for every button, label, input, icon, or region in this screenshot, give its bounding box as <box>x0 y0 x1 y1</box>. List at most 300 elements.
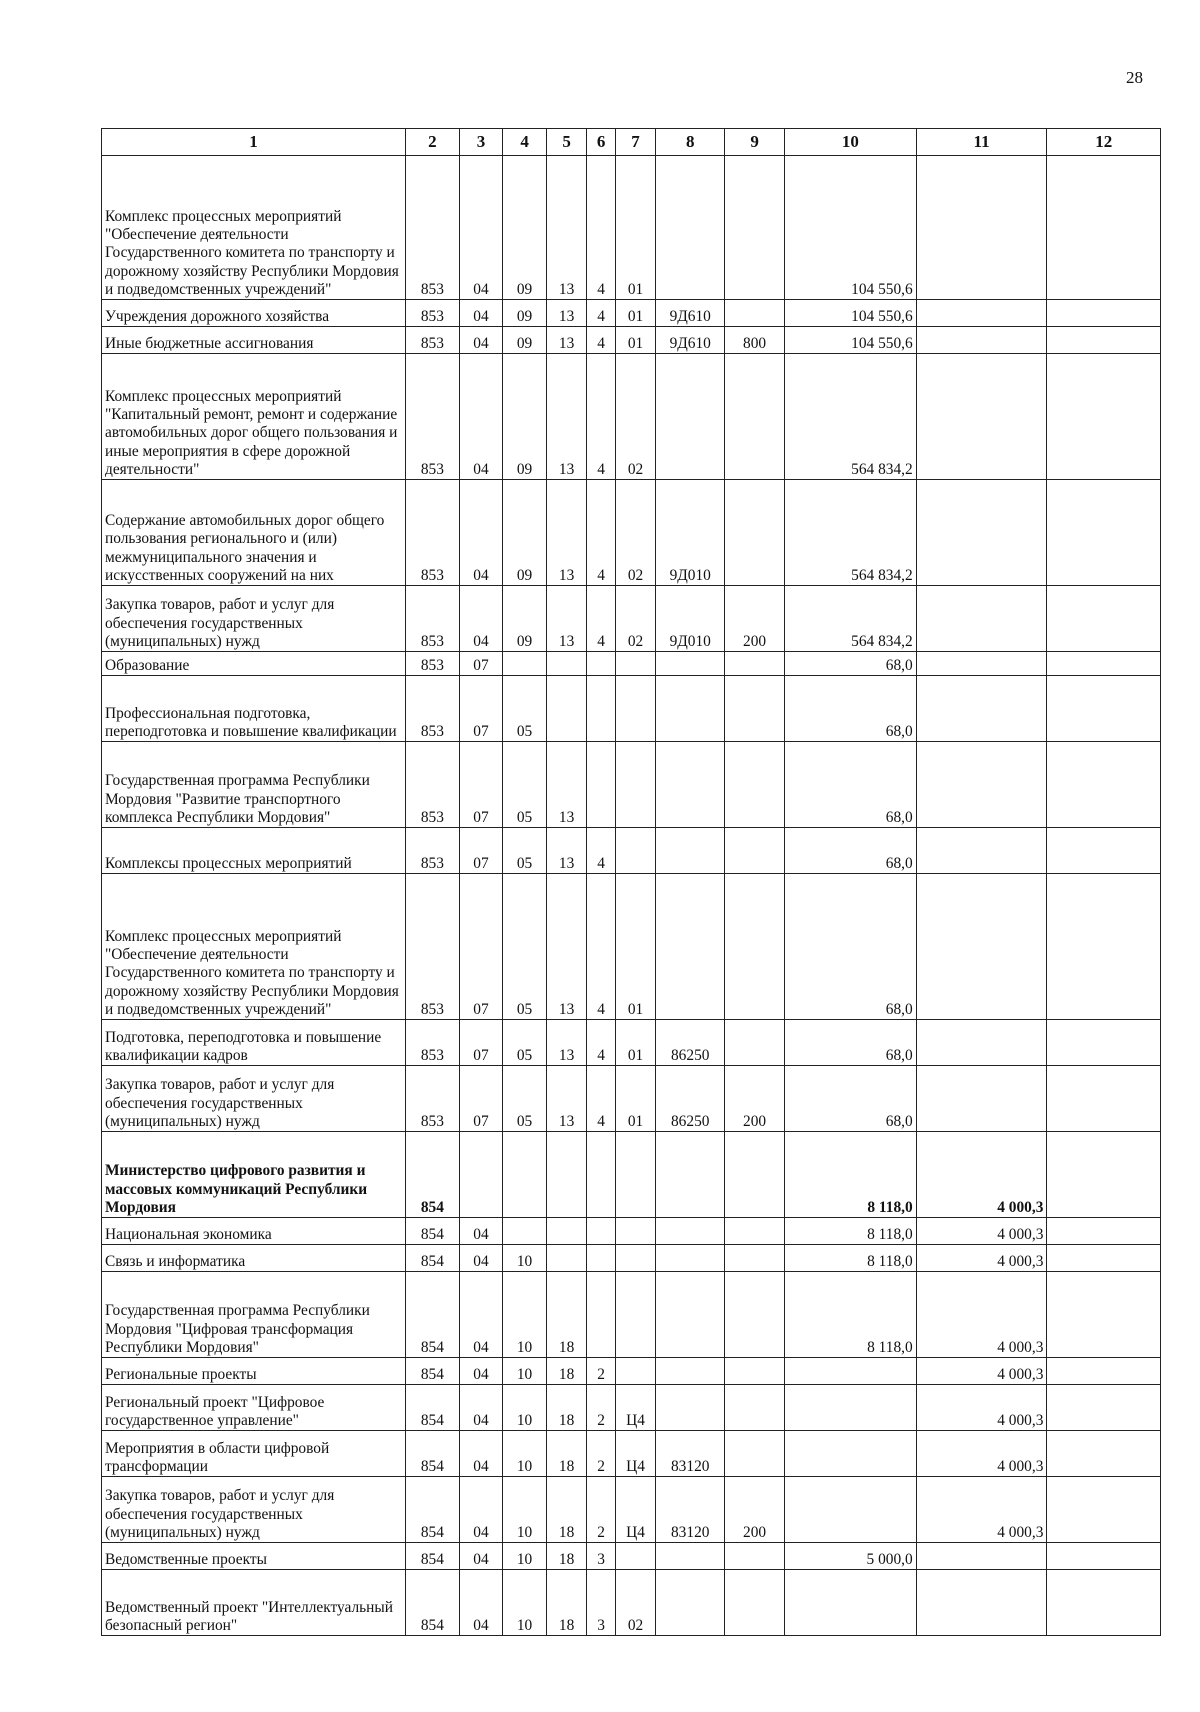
cell-section-code: 04 <box>459 1477 503 1543</box>
cell-direction-code: 9Д610 <box>656 300 725 327</box>
cell-sum-col-12 <box>1047 300 1161 327</box>
cell-subprogram-type-code: 4 <box>587 586 615 652</box>
cell-subprogram-type-code: 4 <box>587 828 615 874</box>
cell-direction-code <box>656 874 725 1020</box>
col-header-name: 1 <box>102 129 406 156</box>
cell-sum-col-10: 68,0 <box>784 742 916 828</box>
cell-subprogram-type-code: 4 <box>587 354 615 480</box>
cell-ministry-code: 854 <box>406 1245 460 1272</box>
cell-item-name: Содержание автомобильных дорог общего пользования регионального и (или) межмуниципального значения и искусственных сооружений на них <box>102 480 406 586</box>
cell-expense-type-code <box>725 1385 785 1431</box>
cell-subsection-code: 09 <box>503 300 547 327</box>
cell-section-code: 04 <box>459 327 503 354</box>
cell-item-name: Министерство цифрового развития и массовых коммуникаций Республики Мордовия <box>102 1132 406 1218</box>
table-row <box>102 742 1161 828</box>
cell-sum-col-11 <box>916 327 1047 354</box>
cell-subprogram-type-code <box>587 1272 615 1358</box>
cell-subprogram-type-code: 2 <box>587 1385 615 1431</box>
cell-sum-col-12 <box>1047 1245 1161 1272</box>
cell-program-code: 18 <box>546 1385 587 1431</box>
table-row <box>102 300 1161 327</box>
cell-subprogram-type-code: 4 <box>587 1020 615 1066</box>
cell-item-name: Комплекс процессных мероприятий "Обеспечение деятельности Государственного комитета по транспорту и дорожному хозяйству Республики Мордовия и подведомственных учреждений" <box>102 874 406 1020</box>
col-header-direction: 8 <box>656 129 725 156</box>
cell-ministry-code: 853 <box>406 156 460 300</box>
col-header-ministry: 2 <box>406 129 460 156</box>
cell-expense-type-code: 800 <box>725 327 785 354</box>
cell-program-code: 13 <box>546 1066 587 1132</box>
cell-project-code: 01 <box>615 1020 656 1066</box>
cell-project-code <box>615 1245 656 1272</box>
cell-subsection-code: 09 <box>503 354 547 480</box>
cell-subsection-code: 10 <box>503 1358 547 1385</box>
cell-item-name: Закупка товаров, работ и услуг для обеспечения государственных (муниципальных) нужд <box>102 1477 406 1543</box>
cell-ministry-code: 854 <box>406 1272 460 1358</box>
cell-item-name: Связь и информатика <box>102 1245 406 1272</box>
table-row <box>102 1358 1161 1385</box>
cell-subprogram-type-code: 3 <box>587 1543 615 1570</box>
table-row <box>102 874 1161 1020</box>
cell-direction-code <box>656 1218 725 1245</box>
cell-project-code <box>615 1543 656 1570</box>
cell-project-code <box>615 742 656 828</box>
cell-sum-col-11 <box>916 1020 1047 1066</box>
cell-ministry-code: 853 <box>406 327 460 354</box>
cell-section-code: 04 <box>459 354 503 480</box>
cell-sum-col-11 <box>916 676 1047 742</box>
cell-item-name: Комплекс процессных мероприятий "Капитальный ремонт, ремонт и содержание автомобильных дорог общего пользования и иные мероприятия в сфере дорожной деятельности" <box>102 354 406 480</box>
cell-sum-col-12 <box>1047 828 1161 874</box>
cell-sum-col-12 <box>1047 1477 1161 1543</box>
cell-program-code <box>546 676 587 742</box>
cell-ministry-code: 854 <box>406 1385 460 1431</box>
cell-program-code: 18 <box>546 1358 587 1385</box>
cell-sum-col-12 <box>1047 327 1161 354</box>
cell-program-code: 13 <box>546 300 587 327</box>
cell-sum-col-12 <box>1047 1132 1161 1218</box>
cell-item-name: Государственная программа Республики Мордовия "Развитие транспортного комплекса Республики Мордовия" <box>102 742 406 828</box>
cell-sum-col-12 <box>1047 1358 1161 1385</box>
cell-direction-code: 9Д010 <box>656 586 725 652</box>
cell-section-code: 07 <box>459 874 503 1020</box>
cell-program-code: 18 <box>546 1272 587 1358</box>
cell-section-code: 07 <box>459 742 503 828</box>
cell-direction-code: 83120 <box>656 1477 725 1543</box>
cell-ministry-code: 853 <box>406 742 460 828</box>
cell-sum-col-10: 68,0 <box>784 1020 916 1066</box>
table-row <box>102 1020 1161 1066</box>
table-row <box>102 156 1161 300</box>
cell-sum-col-12 <box>1047 874 1161 1020</box>
table-row <box>102 1570 1161 1636</box>
cell-subsection-code: 05 <box>503 676 547 742</box>
cell-expense-type-code <box>725 1543 785 1570</box>
cell-expense-type-code <box>725 1570 785 1636</box>
cell-section-code: 04 <box>459 1245 503 1272</box>
cell-project-code <box>615 1272 656 1358</box>
table-row <box>102 1543 1161 1570</box>
col-header-subprogram-type: 6 <box>587 129 615 156</box>
cell-program-code: 18 <box>546 1543 587 1570</box>
cell-sum-col-11 <box>916 828 1047 874</box>
cell-direction-code <box>656 1272 725 1358</box>
cell-project-code <box>615 828 656 874</box>
cell-sum-col-12 <box>1047 1272 1161 1358</box>
cell-sum-col-11 <box>916 1543 1047 1570</box>
cell-subprogram-type-code <box>587 1218 615 1245</box>
cell-subsection-code: 05 <box>503 874 547 1020</box>
cell-section-code: 07 <box>459 676 503 742</box>
cell-ministry-code: 853 <box>406 300 460 327</box>
cell-sum-col-12 <box>1047 156 1161 300</box>
cell-item-name: Закупка товаров, работ и услуг для обеспечения государственных (муниципальных) нужд <box>102 586 406 652</box>
cell-sum-col-11 <box>916 156 1047 300</box>
cell-project-code <box>615 652 656 676</box>
cell-item-name: Комплекс процессных мероприятий "Обеспечение деятельности Государственного комитета по транспорту и дорожному хозяйству Республики Мордовия и подведомственных учреждений" <box>102 156 406 300</box>
cell-subprogram-type-code <box>587 1245 615 1272</box>
cell-item-name: Комплексы процессных мероприятий <box>102 828 406 874</box>
cell-ministry-code: 853 <box>406 586 460 652</box>
cell-sum-col-11: 4 000,3 <box>916 1358 1047 1385</box>
cell-subsection-code: 10 <box>503 1477 547 1543</box>
cell-subprogram-type-code <box>587 1132 615 1218</box>
table-row <box>102 652 1161 676</box>
cell-sum-col-11: 4 000,3 <box>916 1385 1047 1431</box>
cell-direction-code: 86250 <box>656 1020 725 1066</box>
cell-subprogram-type-code: 2 <box>587 1431 615 1477</box>
table-row <box>102 1218 1161 1245</box>
table-row <box>102 1385 1161 1431</box>
cell-program-code: 13 <box>546 874 587 1020</box>
cell-section-code: 04 <box>459 156 503 300</box>
cell-sum-col-10: 104 550,6 <box>784 300 916 327</box>
cell-subprogram-type-code: 4 <box>587 874 615 1020</box>
cell-sum-col-12 <box>1047 1543 1161 1570</box>
cell-project-code: 02 <box>615 1570 656 1636</box>
cell-program-code: 13 <box>546 354 587 480</box>
cell-program-code: 13 <box>546 742 587 828</box>
cell-expense-type-code <box>725 1431 785 1477</box>
cell-expense-type-code <box>725 1358 785 1385</box>
cell-subsection-code: 10 <box>503 1431 547 1477</box>
cell-sum-col-12 <box>1047 1218 1161 1245</box>
cell-ministry-code: 853 <box>406 354 460 480</box>
table-row <box>102 1477 1161 1543</box>
cell-subprogram-type-code: 3 <box>587 1570 615 1636</box>
cell-project-code <box>615 1132 656 1218</box>
cell-section-code: 04 <box>459 1358 503 1385</box>
cell-sum-col-10: 8 118,0 <box>784 1132 916 1218</box>
cell-subsection-code: 05 <box>503 1066 547 1132</box>
cell-direction-code <box>656 1385 725 1431</box>
cell-subprogram-type-code: 4 <box>587 300 615 327</box>
cell-direction-code <box>656 156 725 300</box>
cell-sum-col-10: 8 118,0 <box>784 1218 916 1245</box>
cell-subprogram-type-code <box>587 676 615 742</box>
cell-sum-col-11: 4 000,3 <box>916 1477 1047 1543</box>
cell-ministry-code: 853 <box>406 874 460 1020</box>
cell-project-code: Ц4 <box>615 1431 656 1477</box>
cell-subprogram-type-code: 4 <box>587 156 615 300</box>
cell-program-code: 13 <box>546 1020 587 1066</box>
cell-section-code: 04 <box>459 1543 503 1570</box>
cell-project-code: Ц4 <box>615 1385 656 1431</box>
cell-sum-col-10 <box>784 1385 916 1431</box>
cell-subsection-code: 05 <box>503 742 547 828</box>
table-row <box>102 1132 1161 1218</box>
cell-subsection-code: 09 <box>503 327 547 354</box>
cell-sum-col-10: 68,0 <box>784 676 916 742</box>
cell-sum-col-10: 104 550,6 <box>784 327 916 354</box>
col-header-section: 3 <box>459 129 503 156</box>
cell-subsection-code <box>503 1132 547 1218</box>
cell-project-code: 01 <box>615 1066 656 1132</box>
cell-subsection-code: 10 <box>503 1245 547 1272</box>
cell-section-code: 04 <box>459 480 503 586</box>
cell-program-code: 18 <box>546 1477 587 1543</box>
cell-sum-col-12 <box>1047 1570 1161 1636</box>
cell-sum-col-10 <box>784 1477 916 1543</box>
cell-subsection-code: 05 <box>503 1020 547 1066</box>
cell-project-code: 01 <box>615 874 656 1020</box>
cell-item-name: Профессиональная подготовка, переподготовка и повышение квалификации <box>102 676 406 742</box>
cell-section-code: 04 <box>459 1385 503 1431</box>
table-row <box>102 354 1161 480</box>
cell-program-code <box>546 1245 587 1272</box>
cell-expense-type-code: 200 <box>725 1066 785 1132</box>
cell-subprogram-type-code: 4 <box>587 327 615 354</box>
cell-expense-type-code <box>725 828 785 874</box>
cell-expense-type-code <box>725 1245 785 1272</box>
cell-section-code: 07 <box>459 828 503 874</box>
cell-ministry-code: 853 <box>406 828 460 874</box>
cell-item-name: Региональный проект "Цифровое государственное управление" <box>102 1385 406 1431</box>
cell-subsection-code: 09 <box>503 156 547 300</box>
cell-project-code <box>615 1218 656 1245</box>
cell-section-code <box>459 1132 503 1218</box>
cell-item-name: Национальная экономика <box>102 1218 406 1245</box>
cell-sum-col-11 <box>916 354 1047 480</box>
cell-direction-code <box>656 1245 725 1272</box>
cell-direction-code: 9Д610 <box>656 327 725 354</box>
table-row <box>102 1066 1161 1132</box>
cell-project-code: 01 <box>615 156 656 300</box>
cell-sum-col-11 <box>916 300 1047 327</box>
cell-section-code: 04 <box>459 300 503 327</box>
cell-direction-code <box>656 828 725 874</box>
cell-program-code <box>546 652 587 676</box>
cell-sum-col-10: 564 834,2 <box>784 586 916 652</box>
cell-program-code: 13 <box>546 828 587 874</box>
cell-direction-code <box>656 652 725 676</box>
cell-sum-col-10: 68,0 <box>784 828 916 874</box>
cell-subsection-code: 05 <box>503 828 547 874</box>
cell-project-code <box>615 676 656 742</box>
cell-sum-col-11: 4 000,3 <box>916 1431 1047 1477</box>
cell-section-code: 04 <box>459 1272 503 1358</box>
cell-expense-type-code: 200 <box>725 1477 785 1543</box>
cell-direction-code: 86250 <box>656 1066 725 1132</box>
cell-item-name: Региональные проекты <box>102 1358 406 1385</box>
cell-ministry-code: 854 <box>406 1358 460 1385</box>
cell-sum-col-12 <box>1047 652 1161 676</box>
col-header-sum-3: 12 <box>1047 129 1161 156</box>
cell-subprogram-type-code: 4 <box>587 480 615 586</box>
col-header-subsection: 4 <box>503 129 547 156</box>
cell-sum-col-11: 4 000,3 <box>916 1218 1047 1245</box>
cell-sum-col-11: 4 000,3 <box>916 1132 1047 1218</box>
cell-sum-col-10 <box>784 1431 916 1477</box>
cell-item-name: Учреждения дорожного хозяйства <box>102 300 406 327</box>
cell-project-code: 02 <box>615 586 656 652</box>
cell-sum-col-10: 564 834,2 <box>784 354 916 480</box>
cell-sum-col-11 <box>916 742 1047 828</box>
cell-sum-col-10 <box>784 1570 916 1636</box>
cell-subsection-code: 10 <box>503 1385 547 1431</box>
cell-item-name: Иные бюджетные ассигнования <box>102 327 406 354</box>
cell-sum-col-11 <box>916 652 1047 676</box>
cell-sum-col-12 <box>1047 676 1161 742</box>
cell-direction-code <box>656 354 725 480</box>
cell-subprogram-type-code <box>587 652 615 676</box>
cell-item-name: Подготовка, переподготовка и повышение квалификации кадров <box>102 1020 406 1066</box>
cell-expense-type-code <box>725 652 785 676</box>
cell-expense-type-code <box>725 300 785 327</box>
cell-subsection-code: 09 <box>503 480 547 586</box>
cell-subprogram-type-code: 4 <box>587 1066 615 1132</box>
cell-subprogram-type-code: 2 <box>587 1358 615 1385</box>
cell-ministry-code: 854 <box>406 1477 460 1543</box>
cell-section-code: 07 <box>459 1066 503 1132</box>
cell-sum-col-11 <box>916 874 1047 1020</box>
cell-sum-col-12 <box>1047 480 1161 586</box>
cell-project-code <box>615 1358 656 1385</box>
cell-ministry-code: 853 <box>406 1066 460 1132</box>
cell-section-code: 04 <box>459 1218 503 1245</box>
cell-project-code: Ц4 <box>615 1477 656 1543</box>
cell-section-code: 07 <box>459 652 503 676</box>
cell-program-code <box>546 1218 587 1245</box>
cell-subsection-code: 09 <box>503 586 547 652</box>
cell-ministry-code: 853 <box>406 676 460 742</box>
cell-expense-type-code <box>725 676 785 742</box>
cell-direction-code <box>656 1543 725 1570</box>
cell-sum-col-12 <box>1047 354 1161 480</box>
cell-sum-col-12 <box>1047 586 1161 652</box>
cell-project-code: 02 <box>615 354 656 480</box>
cell-direction-code <box>656 1358 725 1385</box>
cell-sum-col-12 <box>1047 1020 1161 1066</box>
cell-sum-col-10: 5 000,0 <box>784 1543 916 1570</box>
table-row <box>102 1431 1161 1477</box>
table-row <box>102 676 1161 742</box>
cell-item-name: Образование <box>102 652 406 676</box>
cell-ministry-code: 853 <box>406 480 460 586</box>
cell-expense-type-code <box>725 1020 785 1066</box>
cell-sum-col-10: 8 118,0 <box>784 1245 916 1272</box>
table-row <box>102 1272 1161 1358</box>
cell-ministry-code: 854 <box>406 1132 460 1218</box>
cell-item-name: Мероприятия в области цифровой трансформации <box>102 1431 406 1477</box>
cell-direction-code <box>656 742 725 828</box>
cell-sum-col-11 <box>916 1066 1047 1132</box>
cell-sum-col-10: 104 550,6 <box>784 156 916 300</box>
page-number: 28 <box>1126 68 1143 87</box>
cell-item-name: Государственная программа Республики Мордовия "Цифровая трансформация Республики Мордовия" <box>102 1272 406 1358</box>
cell-sum-col-11 <box>916 586 1047 652</box>
cell-section-code: 04 <box>459 586 503 652</box>
cell-sum-col-10 <box>784 1358 916 1385</box>
cell-program-code <box>546 1132 587 1218</box>
table-row <box>102 586 1161 652</box>
cell-expense-type-code <box>725 1218 785 1245</box>
cell-sum-col-10: 68,0 <box>784 652 916 676</box>
cell-expense-type-code <box>725 1132 785 1218</box>
cell-sum-col-11 <box>916 1570 1047 1636</box>
cell-ministry-code: 854 <box>406 1431 460 1477</box>
cell-program-code: 13 <box>546 156 587 300</box>
cell-item-name: Закупка товаров, работ и услуг для обеспечения государственных (муниципальных) нужд <box>102 1066 406 1132</box>
cell-item-name: Ведомственный проект "Интеллектуальный безопасный регион" <box>102 1570 406 1636</box>
cell-subsection-code: 10 <box>503 1570 547 1636</box>
cell-program-code: 13 <box>546 327 587 354</box>
cell-program-code: 13 <box>546 480 587 586</box>
cell-sum-col-12 <box>1047 1066 1161 1132</box>
cell-sum-col-10: 8 118,0 <box>784 1272 916 1358</box>
cell-subprogram-type-code <box>587 742 615 828</box>
cell-expense-type-code <box>725 354 785 480</box>
col-header-project: 7 <box>615 129 656 156</box>
cell-ministry-code: 854 <box>406 1543 460 1570</box>
table-row <box>102 828 1161 874</box>
table-header-row <box>102 129 1161 156</box>
cell-sum-col-12 <box>1047 742 1161 828</box>
table-row <box>102 327 1161 354</box>
cell-item-name: Ведомственные проекты <box>102 1543 406 1570</box>
cell-expense-type-code <box>725 156 785 300</box>
cell-expense-type-code <box>725 742 785 828</box>
cell-sum-col-12 <box>1047 1385 1161 1431</box>
col-header-sum-1: 10 <box>784 129 916 156</box>
cell-sum-col-10: 68,0 <box>784 874 916 1020</box>
cell-program-code: 13 <box>546 586 587 652</box>
cell-section-code: 04 <box>459 1431 503 1477</box>
cell-project-code: 02 <box>615 480 656 586</box>
cell-direction-code: 9Д010 <box>656 480 725 586</box>
table-row <box>102 480 1161 586</box>
cell-subsection-code <box>503 1218 547 1245</box>
cell-sum-col-11 <box>916 480 1047 586</box>
cell-subsection-code <box>503 652 547 676</box>
cell-program-code: 18 <box>546 1570 587 1636</box>
cell-section-code: 04 <box>459 1570 503 1636</box>
cell-sum-col-10: 564 834,2 <box>784 480 916 586</box>
cell-sum-col-11: 4 000,3 <box>916 1272 1047 1358</box>
cell-ministry-code: 853 <box>406 1020 460 1066</box>
cell-subsection-code: 10 <box>503 1272 547 1358</box>
cell-expense-type-code <box>725 480 785 586</box>
cell-sum-col-12 <box>1047 1431 1161 1477</box>
cell-project-code: 01 <box>615 327 656 354</box>
cell-direction-code <box>656 676 725 742</box>
cell-subsection-code: 10 <box>503 1543 547 1570</box>
cell-program-code: 18 <box>546 1431 587 1477</box>
cell-expense-type-code <box>725 1272 785 1358</box>
cell-direction-code: 83120 <box>656 1431 725 1477</box>
cell-ministry-code: 854 <box>406 1218 460 1245</box>
table-row <box>102 1245 1161 1272</box>
cell-ministry-code: 854 <box>406 1570 460 1636</box>
